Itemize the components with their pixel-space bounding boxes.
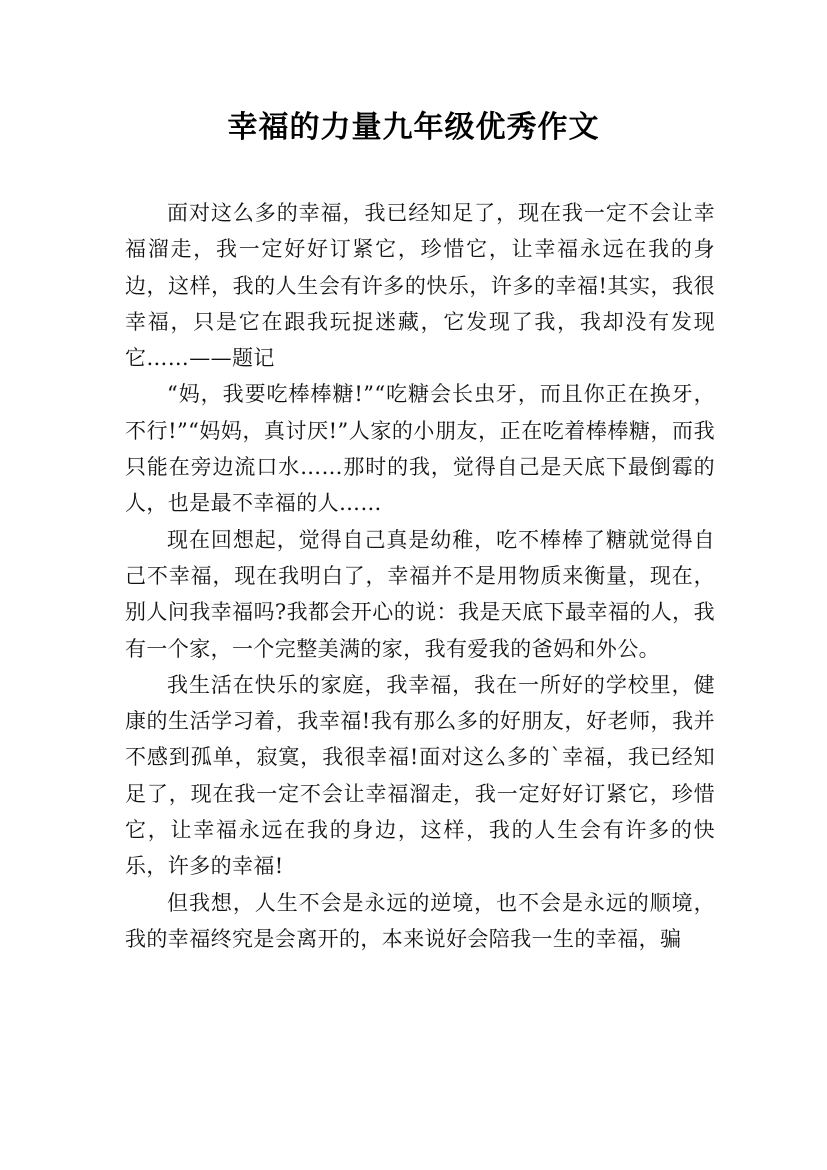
paragraph-dialogue: “妈，我要吃棒棒糖!”“吃糖会长虫牙，而且你正在换牙，不行!”“妈妈，真讨厌!”人家的小朋友，正在吃着棒棒糖，而我只能在旁边流口水……那时的我，觉得自己是天底下最倒霉的人，也是最不幸福的人…… [125,382,715,516]
document-title: 幸福的力量九年级优秀作文 [227,110,600,145]
paragraph-epigraph: 面对这么多的幸福，我已经知足了，现在我一定不会让幸福溜走，我一定好好订紧它，珍惜它，让幸福永远在我的身边，这样，我的人生会有许多的快乐，许多的幸福!其实，我很幸福，只是它在跟我玩捉迷藏，它发现了我，我却没有发现它……——题记 [125,201,715,371]
paragraph-happiness: 我生活在快乐的家庭，我幸福，我在一所好的学校里，健康的生活学习着，我幸福!我有那么多的好朋友，好老师，我并不感到孤单，寂寞，我很幸福!面对这么多的`幸福，我已经知足了，现在我一定不会让幸福溜走，我一定好好订紧它，珍惜它，让幸福永远在我的身边，这样，我的人生会有许多的快乐，许多的幸福! [125,672,715,879]
document-body [125,195,715,957]
paragraph-reflection: 现在回想起，觉得自己真是幼稚，吃不棒棒了糖就觉得自己不幸福，现在我明白了，幸福并不是用物质来衡量，现在，别人问我幸福吗?我都会开心的说：我是天底下最幸福的人，我有一个家，一个完整美满的家，我有爱我的爸妈和外公。 [125,527,715,661]
paragraph-closing: 但我想，人生不会是永远的逆境，也不会是永远的顺境，我的幸福终究是会离开的，本来说好会陪我一生的幸福，骗 [125,890,715,951]
